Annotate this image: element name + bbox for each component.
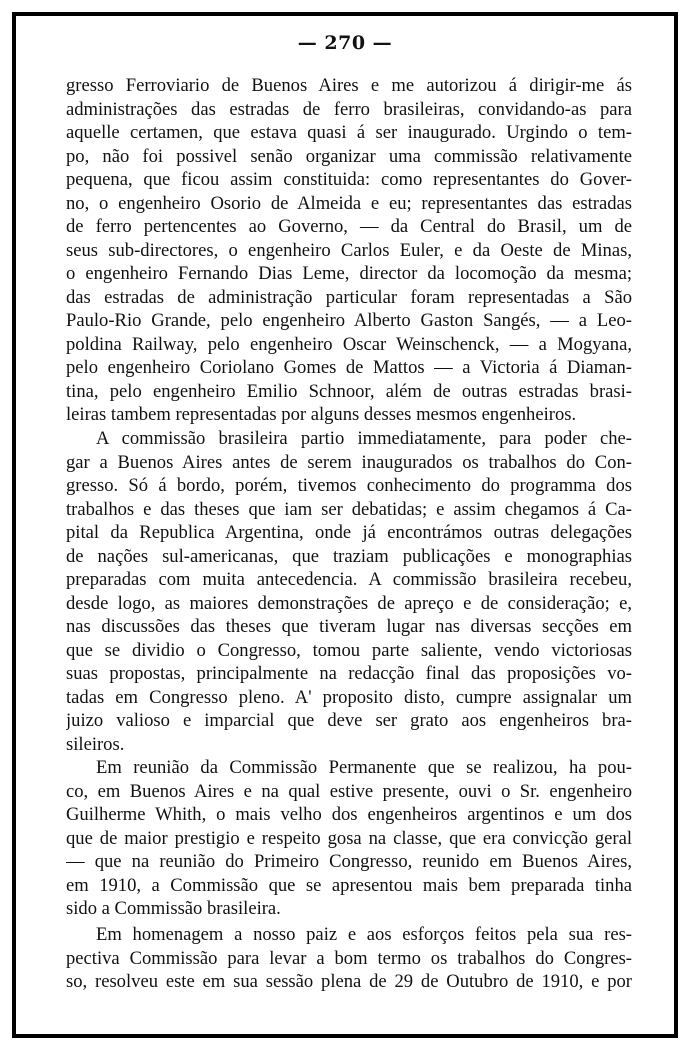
text-line: po, não foi possivel senão organizar uma commissão relativamente [66,145,632,167]
text-line: tadas em Congresso pleno. A' proposito disto, cumpre assignalar um [66,686,632,708]
paragraph-1 [66,74,632,427]
text-line: de ferro pertencentes ao Governo, — da Central do Brasil, um de [66,216,632,237]
text-line: tina, pelo engenheiro Emilio Schnoor, além de outras estradas brasi- [66,380,632,402]
text-line: co, em Buenos Aires e na qual estive presente, ouvi o Sr. engenheiro [66,780,632,802]
text-line: sileiros. [66,733,125,755]
text-line: Em reunião da Commissão Permanente que se realizou, ha pou- [96,757,632,778]
text-line: pequena, que ficou assim constituida: como representantes do Gover- [66,169,632,190]
text-line: nas discussões das theses que tiveram lugar nas diversas secções em [66,616,632,637]
page-number: — 270 — [297,32,393,54]
text-line: o engenheiro Fernando Dias Leme, director da locomoção da mesma; [66,263,632,284]
text-line: desde logo, as maiores demonstrações de apreço e de consideração; e, [66,592,632,614]
text-line: juizo valioso e imparcial que deve ser grato aos engenheiros bra- [66,710,632,731]
paragraph-3 [66,756,632,921]
text-line: em 1910, a Commissão que se apresentou mais bem preparada tinha [66,874,632,896]
text-line: pelo engenheiro Coriolano Gomes de Mattos — a Victoria á Diaman- [66,357,632,378]
text-line: das estradas de administração particular foram representadas a São [66,286,632,308]
text-line: trabalhos e das theses que iam ser debatidas; e assim chegamos á Ca- [66,498,632,520]
text-line: gresso. Só á bordo, porém, tivemos conhecimento do programma dos [66,475,632,496]
text-line: preparadas com muita antecedencia. A commissão brasileira recebeu, [66,569,632,590]
text-line: poldina Railway, pelo engenheiro Oscar Weinschenck, — a Mogyana, [66,333,632,355]
text-line: no, o engenheiro Osorio de Almeida e eu; representantes das estradas [66,192,632,214]
text-line: gresso Ferroviario de Buenos Aires e me autorizou á dirigir-me ás [66,75,632,96]
text-line: suas propostas, principalmente na redacção final das proposições vo- [66,663,632,684]
text-line: administrações das estradas de ferro brasileiras, convidando-as para [66,98,632,120]
text-line: gar a Buenos Aires antes de serem inaugurados os trabalhos do Con- [66,451,632,473]
text-line: que se dividio o Congresso, tomou parte saliente, vendo victoriosas [66,639,632,661]
text-line: leiras tambem representadas por alguns desses mesmos engenheiros. [66,404,577,425]
paragraph-4 [66,923,632,994]
text-line: sido a Commissão brasileira. [66,898,281,919]
text-line: pectiva Commissão para levar a bom termo os trabalhos do Congres- [66,947,632,969]
text-line: A commissão brasileira partio immediatamente, para poder che- [96,428,632,449]
text-line: aquelle certamen, que estava quasi á ser inaugurado. Urgindo o tem- [66,122,632,143]
text-line: Paulo-Rio Grande, pelo engenheiro Alberto Gaston Sangés, — a Leo- [66,310,632,331]
text-line: que de maior prestigio e respeito gosa na classe, que era convicção geral [66,827,632,849]
paragraph-2 [66,427,632,756]
text-line: — que na reunião do Primeiro Congresso, reunido em Buenos Aires, [66,851,632,872]
page-frame [12,12,678,1038]
text-line: so, resolveu este em sua sessão plena de 29 de Outubro de 1910, e por [66,971,632,992]
text-line: de nações sul-americanas, que traziam publicações e monographias [66,545,632,567]
text-line: Em homenagem a nosso paiz e aos esforços feitos pela sua res- [96,924,632,945]
text-line: seus sub-directores, o engenheiro Carlos Euler, e da Oeste de Minas, [66,239,632,261]
text-line: Guilherme Whith, o mais velho dos engenheiros argentinos e um dos [66,804,632,825]
text-line: pital da Republica Argentina, onde já encontrámos outras delegações [66,522,632,543]
